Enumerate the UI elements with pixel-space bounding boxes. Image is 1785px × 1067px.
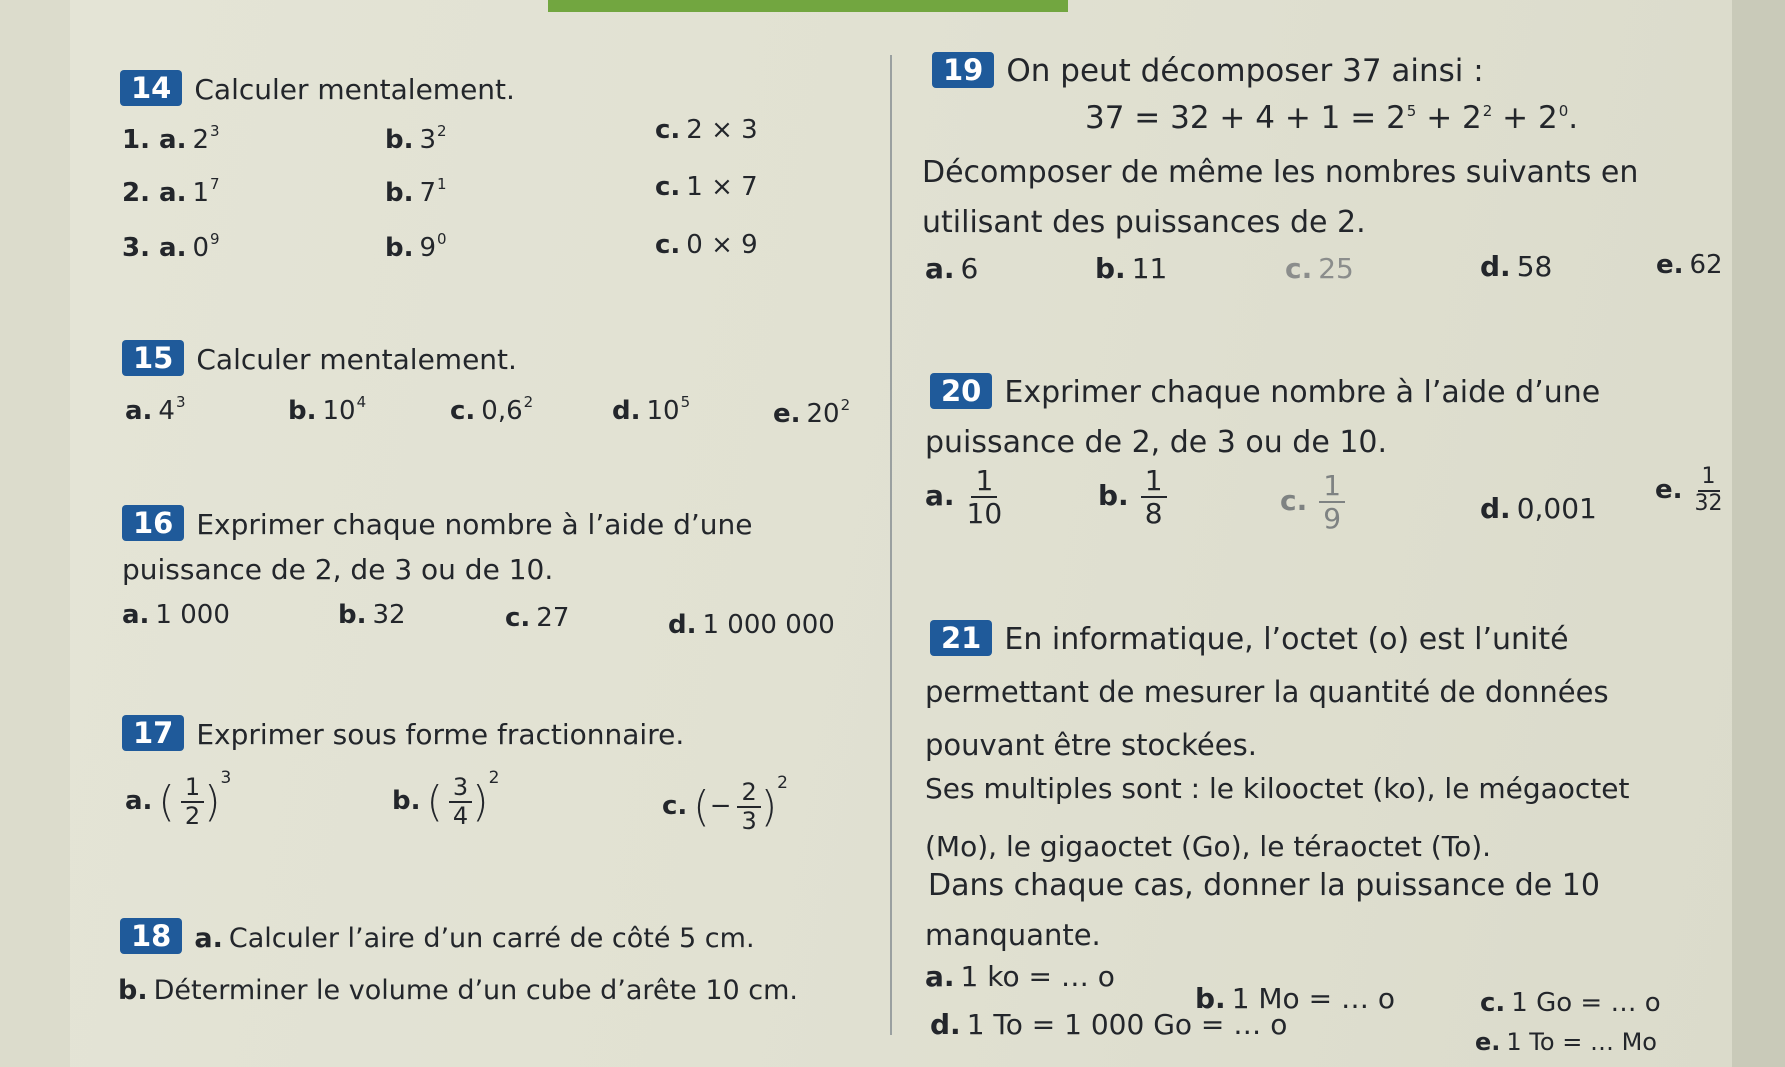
exercise-19-item: c. 25 <box>1285 252 1354 285</box>
exercise-16-item: a. 1 000 <box>122 600 230 630</box>
exercise-16-heading <box>122 505 752 541</box>
exercise-text-line: (Mo), le gigaoctet (Go), le téraoctet (To). <box>925 830 1492 863</box>
exercise-19-item: a. 6 <box>925 252 979 285</box>
exercise-number-badge: 18 <box>120 918 182 954</box>
exercise-number-badge: 17 <box>122 715 184 751</box>
exercise-19-item: e. 62 <box>1656 250 1723 280</box>
exercise-instruction: Exprimer chaque nombre à l’aide d’une <box>196 508 753 541</box>
exercise-14-item: 3. a. $0^9$ <box>122 230 220 263</box>
exercise-number-badge: 21 <box>930 620 992 656</box>
exercise-number-badge: 20 <box>930 373 992 409</box>
exercise-14-item: c. 0 × 9 <box>655 230 758 260</box>
exercise-15-item: d. $10^5$ <box>612 393 691 426</box>
exercise-19-item: d. 58 <box>1480 250 1553 283</box>
exercise-number-badge: 14 <box>120 70 182 106</box>
exercise-14-item: b. $3^2$ <box>385 122 447 155</box>
exercise-20-item: d. 0,001 <box>1480 492 1597 525</box>
exercise-instruction: Exprimer sous forme fractionnaire. <box>196 718 685 751</box>
exercise-number-badge: 19 <box>932 52 994 88</box>
exercise-14-item: b. $7^1$ <box>385 175 447 208</box>
exercise-instruction: En informatique, l’octet (o) est l’unité <box>1004 622 1569 657</box>
exercise-15-item: c. $0,6^2$ <box>450 393 534 426</box>
exercise-14-item: c. 1 × 7 <box>655 172 758 202</box>
exercise-21-item: b. 1 Mo = … o <box>1195 982 1395 1015</box>
exercise-text-line: Dans chaque cas, donner la puissance de 10 <box>928 868 1600 903</box>
exercise-15-item: b. $10^4$ <box>288 393 367 426</box>
exercise-16-item: c. 27 <box>505 603 570 633</box>
exercise-17-item: b. ( $\frac{3}{4}$ )$^2$ <box>392 768 500 830</box>
exercise-21-heading <box>930 620 1569 657</box>
exercise-14-item: 2. a. $1^7$ <box>122 175 220 208</box>
exercise-instruction-continued: utilisant des puissances de 2. <box>922 205 1366 240</box>
exercise-text-line: Ses multiples sont : le kilooctet (ko), le mégaoctet <box>925 772 1630 805</box>
exercise-17-heading <box>122 715 684 751</box>
exercise-21-item: e. 1 To = … Mo <box>1475 1028 1657 1056</box>
exercise-14-heading <box>120 70 515 106</box>
exercise-21-item: c. 1 Go = … o <box>1480 988 1661 1018</box>
exercise-21-item: a. 1 ko = … o <box>925 960 1115 993</box>
exercise-14-item: c. 2 × 3 <box>655 115 758 145</box>
exercise-18-part-b: b. Déterminer le volume d’un cube d’arête 10 cm. <box>118 975 798 1006</box>
exercise-instruction-continued: puissance de 2, de 3 ou de 10. <box>122 553 554 586</box>
column-divider <box>890 55 892 1035</box>
exercise-17-item: a. ( $\frac{1}{2}$ )$^3$ <box>125 768 232 830</box>
exercise-number-badge: 16 <box>122 505 184 541</box>
exercise-15-item: e. $20^2$ <box>773 396 851 429</box>
exercise-instruction-continued: puissance de 2, de 3 ou de 10. <box>925 425 1388 460</box>
exercise-16-item: b. 32 <box>338 600 406 630</box>
exercise-15-heading <box>122 340 517 376</box>
exercise-instruction: Calculer mentalement. <box>196 343 517 376</box>
exercise-number-badge: 15 <box>122 340 184 376</box>
exercise-20-item: c. $\frac{1}{9}$ <box>1280 470 1345 535</box>
exercise-14-item: 1. a. $2^3$ <box>122 122 220 155</box>
example-equation: $37 = 32 + 4 + 1 = 2^5 + 2^2 + 2^0$. <box>1085 100 1579 136</box>
top-color-bar <box>548 0 1068 12</box>
exercise-20-item: a. $\frac{1}{10}$ <box>925 464 1003 531</box>
exercise-14-item: b. $9^0$ <box>385 230 447 263</box>
exercise-15-item: a. $4^3$ <box>125 393 186 426</box>
exercise-text-line: permettant de mesurer la quantité de données <box>925 675 1609 709</box>
exercise-instruction: Décomposer de même les nombres suivants en <box>922 155 1639 190</box>
exercise-text-line: pouvant être stockées. <box>925 728 1257 762</box>
exercise-instruction: Calculer mentalement. <box>194 73 515 106</box>
exercise-20-item: e. $\frac{1}{32}$ <box>1655 464 1723 516</box>
exercise-instruction: Exprimer chaque nombre à l’aide d’une <box>1004 375 1601 410</box>
page-edge <box>1732 0 1785 1067</box>
exercise-19-heading <box>932 52 1484 89</box>
exercise-20-heading <box>930 373 1600 410</box>
exercise-17-item: c. (− $\frac{2}{3}$ )$^2$ <box>662 773 788 835</box>
exercise-19-item: b. 11 <box>1095 252 1168 285</box>
exercise-21-item: d. 1 To = 1 000 Go = … o <box>930 1008 1288 1041</box>
exercise-18-part-a: 18 a. Calculer l’aire d’un carré de côté 5 cm. <box>120 918 755 954</box>
exercise-16-item: d. 1 000 000 <box>668 610 835 640</box>
exercise-20-item: b. $\frac{1}{8}$ <box>1098 465 1167 530</box>
exercise-text-line: manquante. <box>925 918 1101 952</box>
exercise-instruction: On peut décomposer 37 ainsi : <box>1006 53 1484 89</box>
